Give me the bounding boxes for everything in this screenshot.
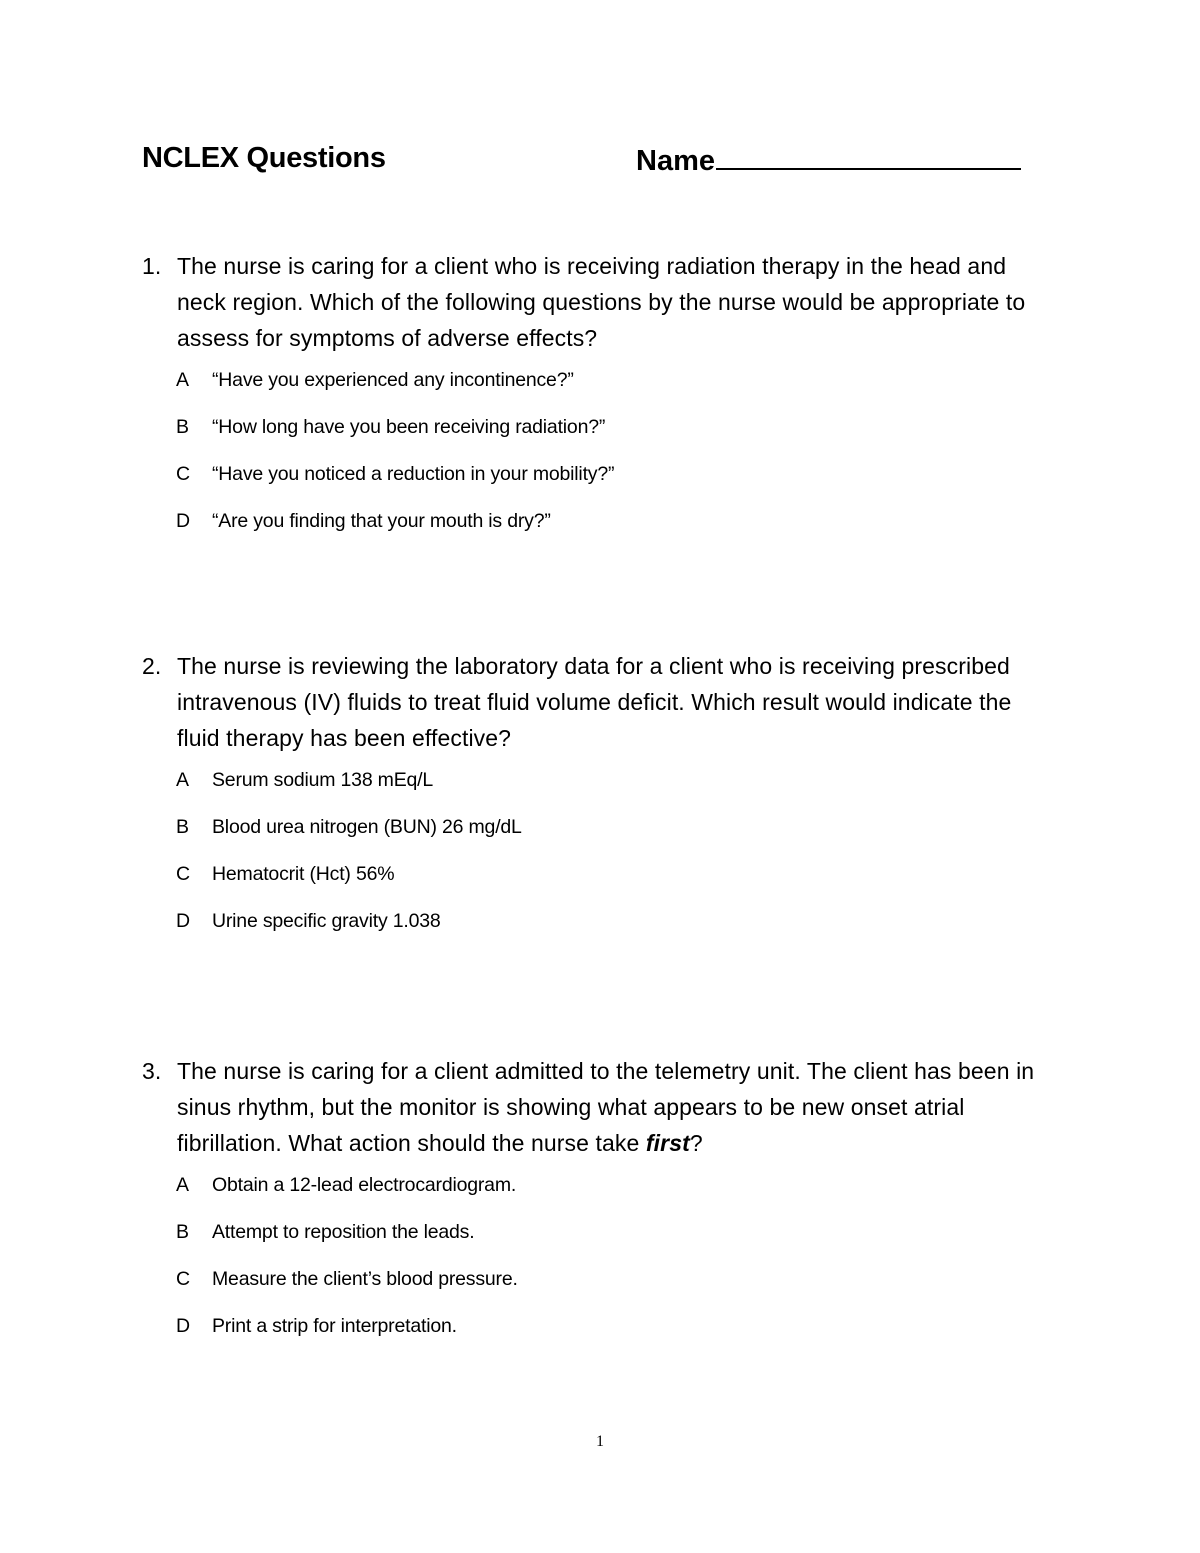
option-text: Urine specific gravity 1.038 xyxy=(212,910,441,932)
option-letter: D xyxy=(176,910,190,932)
answer-option xyxy=(142,1173,1042,1220)
option-letter: C xyxy=(176,1268,190,1290)
question-number: 3. xyxy=(142,1058,162,1084)
option-text: Measure the client’s blood pressure. xyxy=(212,1268,518,1290)
name-field xyxy=(636,142,1021,178)
option-letter: A xyxy=(176,1174,189,1196)
answer-option xyxy=(142,768,1042,815)
question-stem xyxy=(142,248,1042,356)
option-text: Blood urea nitrogen (BUN) 26 mg/dL xyxy=(212,816,522,838)
answer-option xyxy=(142,509,1042,556)
option-letter: D xyxy=(176,510,190,532)
name-blank-line xyxy=(716,142,1021,170)
question-stem xyxy=(142,648,1042,756)
answer-option xyxy=(142,815,1042,862)
question-text: The nurse is caring for a client who is receiving radiation therapy in the head and neck region. Which of the following questions by the nurse would be appropriate to assess for symptoms of adverse effects? xyxy=(177,253,1026,351)
option-letter: D xyxy=(176,1315,190,1337)
option-text: “Have you experienced any incontinence?” xyxy=(212,369,574,391)
answer-option xyxy=(142,862,1042,909)
question-number: 2. xyxy=(142,653,162,679)
option-letter: B xyxy=(176,1221,189,1243)
option-letter: B xyxy=(176,816,189,838)
option-letter: C xyxy=(176,863,190,885)
question-stem xyxy=(142,1053,1042,1161)
header xyxy=(142,142,1042,186)
option-text: Obtain a 12-lead electrocardiogram. xyxy=(212,1174,517,1196)
option-text: Print a strip for interpretation. xyxy=(212,1315,457,1337)
option-letter: B xyxy=(176,416,189,438)
name-label: Name xyxy=(636,145,715,177)
page-title: NCLEX Questions xyxy=(142,142,386,174)
answer-option xyxy=(142,1314,1042,1361)
option-text: “How long have you been receiving radiation?” xyxy=(212,416,606,438)
option-text: “Are you finding that your mouth is dry?” xyxy=(212,510,551,532)
option-letter: C xyxy=(176,463,190,485)
question-text: The nurse is reviewing the laboratory data for a client who is receiving prescribed intravenous (IV) fluids to treat fluid volume deficit. Which result would indicate the fluid therapy has been effective? xyxy=(177,653,1012,751)
answer-option xyxy=(142,909,1042,956)
question-2 xyxy=(142,648,1042,956)
page-number: 1 xyxy=(596,1433,604,1450)
answer-option xyxy=(142,368,1042,415)
option-text: Attempt to reposition the leads. xyxy=(212,1221,475,1243)
question-text: The nurse is caring for a client admitted to the telemetry unit. The client has been in sinus rhythm, but the monitor is showing what appears to be new onset atrial fibrillation. What action should the nurse take xyxy=(177,1058,1035,1156)
answer-option xyxy=(142,462,1042,509)
emphasized-word: first xyxy=(645,1130,690,1156)
answer-option xyxy=(142,1267,1042,1314)
question-number: 1. xyxy=(142,253,162,279)
option-text: Hematocrit (Hct) 56% xyxy=(212,863,395,885)
question-1 xyxy=(142,248,1042,556)
option-letter: A xyxy=(176,369,189,391)
answer-option xyxy=(142,415,1042,462)
answer-options xyxy=(142,368,1042,556)
answer-options xyxy=(142,768,1042,956)
option-letter: A xyxy=(176,769,189,791)
question-3 xyxy=(142,1053,1042,1361)
option-text: “Have you noticed a reduction in your mobility?” xyxy=(212,463,615,485)
answer-option xyxy=(142,1220,1042,1267)
question-text-end: ? xyxy=(689,1130,703,1156)
answer-options xyxy=(142,1173,1042,1361)
option-text: Serum sodium 138 mEq/L xyxy=(212,769,434,791)
